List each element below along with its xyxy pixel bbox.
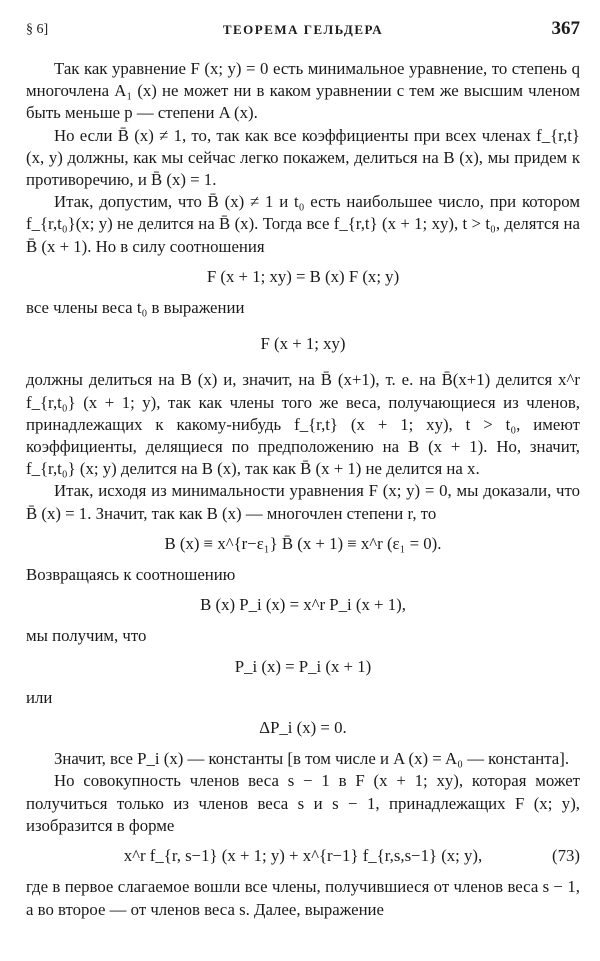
paragraph-10: Значит, все P_i (x) — константы [в том числе и A (x) = A₀ — константа].	[54, 749, 570, 769]
paragraph-9: или	[26, 687, 53, 707]
equation-difference: ΔP_i (x) = 0.	[259, 718, 347, 738]
paragraph-8: мы получим, что	[26, 626, 147, 646]
equation-functional: F (x + 1; xy) = B (x) F (x; y)	[206, 266, 400, 286]
paragraph-5: должны делиться на B (x) и, значит, на B̄ (x+1), т. е. на B̄(x+1) делится x^r f_{r,t₀} (x + 1; y), так как члены того же веса, получающиеся из членов, принадлежащих к какому-нибудь f_{r,t} (x + 1; xy), t > t₀, имеют коэффициенты, делящиеся по предположению на B (x + 1). Но, значит, f_{r,t₀} (x; y) делится на B (x), так как B̄ (x + 1) не делится на x.	[26, 370, 580, 479]
equation-73	[26, 845, 580, 867]
paragraph-11: Но совокупность членов веса s − 1 в F (x + 1; xy), которая может получиться только из членов веса s и s − 1, принадлежащих F (x; y), изобразится в форме	[26, 771, 580, 835]
paragraph-3: Итак, допустим, что B̄ (x) ≠ 1 и t₀ есть наибольшее число, при котором f_{r,t₀}(x; y) не делится на B̄ (x). Тогда все f_{r,t} (x + 1; xy), t > t₀, делятся на B̄ (x + 1). Но в силу соотношения	[26, 192, 580, 256]
running-title: ТЕОРЕМА ГЕЛЬДЕРА	[222, 22, 384, 37]
running-header	[26, 20, 580, 42]
page-body	[26, 58, 580, 921]
section-marker: § 6]	[26, 22, 49, 37]
paragraph-4: все члены веса t₀ в выражении	[26, 298, 245, 318]
equation-relation: B (x) P_i (x) = x^r P_i (x + 1),	[200, 595, 406, 615]
paragraph-1: Так как уравнение F (x; y) = 0 есть минимальное уравнение, то степень q многочлена A₁ (x) не может ни в каком уравнении с тем же высшим членом быть меньше p — степени A (x).	[26, 59, 580, 123]
paragraph-7: Возвращаясь к соотношению	[26, 565, 236, 585]
paragraph-12: где в первое слагаемое вошли все члены, получившиеся от членов веса s − 1, а во второе — от членов веса s. Далее, выражение	[26, 877, 580, 919]
equation-73-number: (73)	[552, 846, 580, 866]
equation-periodic: P_i (x) = P_i (x + 1)	[234, 656, 372, 676]
paragraph-6: Итак, исходя из минимальности уравнения F (x; y) = 0, мы доказали, что B̄ (x) = 1. Значит, так как B (x) — многочлен степени r, то	[26, 481, 580, 523]
equation-b-identity: B (x) ≡ x^{r−ε₁} B̄ (x + 1) ≡ x^r (ε₁ = 0).	[164, 533, 442, 553]
page-number: 367	[551, 18, 580, 39]
paragraph-2: Но если B̄ (x) ≠ 1, то, так как все коэффициенты при всех членах f_{r,t} (x, y) должны, как мы сейчас легко покажем, делиться на B (x), мы придем к противоречию, и B̄ (x) = 1.	[26, 125, 580, 190]
equation-73-body: x^r f_{r, s−1} (x + 1; y) + x^{r−1} f_{r,s,s−1} (x; y),	[123, 846, 483, 866]
equation-shifted: F (x + 1; xy)	[260, 334, 346, 354]
